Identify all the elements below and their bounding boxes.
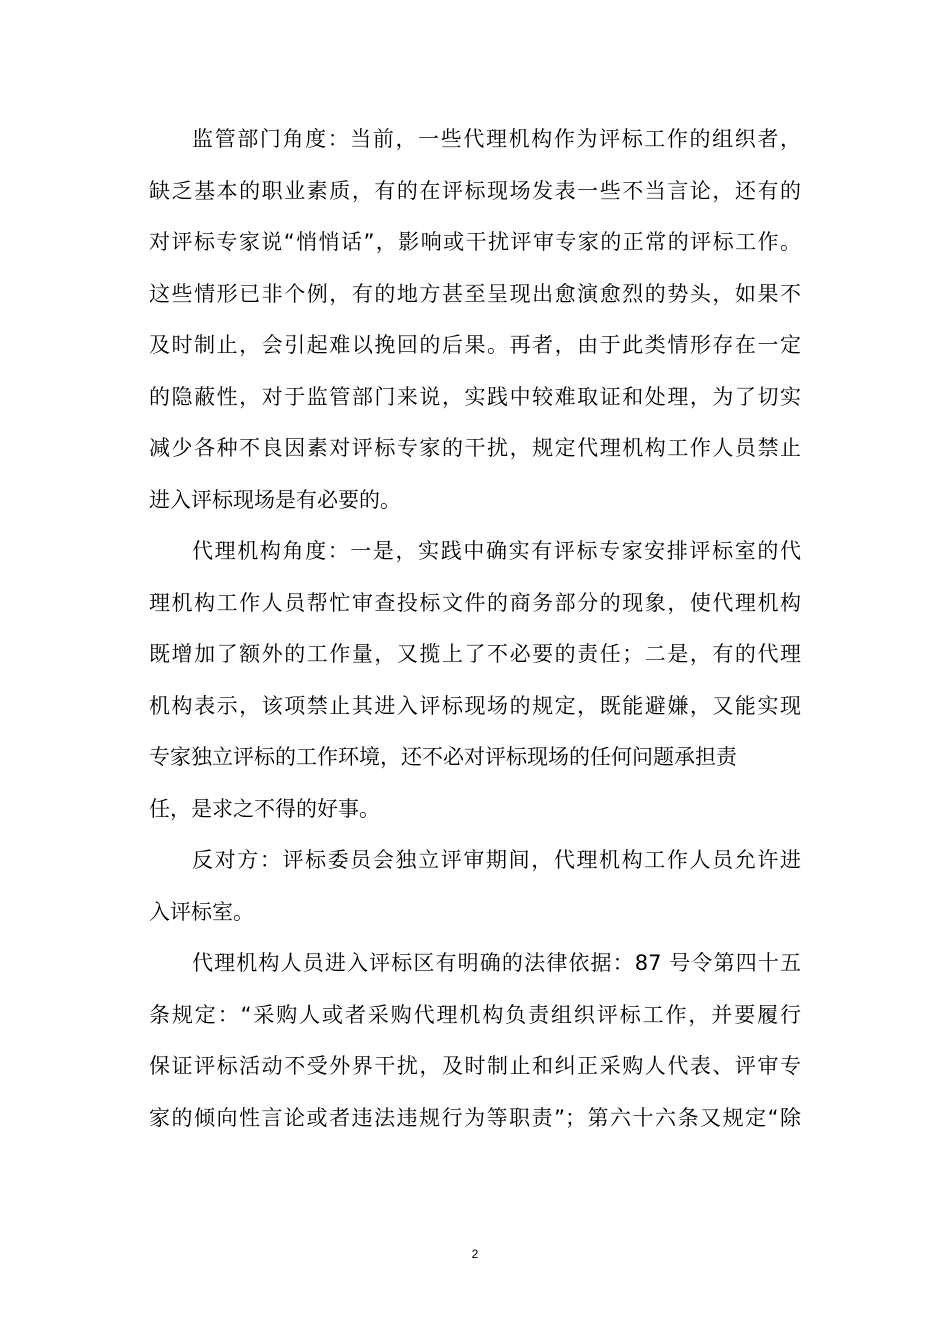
text-line: 反对方：评标委员会独立评审期间，代理机构工作人员允许进 — [192, 848, 801, 872]
page-number: 2 — [471, 1247, 479, 1261]
text-line: 入评标室。 — [149, 899, 254, 924]
paragraph-opposing-side — [149, 835, 801, 938]
paragraph-regulator-perspective — [149, 114, 801, 526]
text-line: 监管部门角度：当前，一些代理机构作为评标工作的组织者， — [192, 127, 801, 151]
text-line: 专家独立评标的工作环境，还不必对评标现场的任何问题承担责 — [149, 745, 737, 769]
text-line: 任，是求之不得的好事。 — [149, 796, 380, 821]
text-line: 缺乏基本的职业素质，有的在评标现场发表一些不当言论，还有的 — [149, 178, 801, 203]
text-line: 条规定：“采购人或者采购代理机构负责组织评标工作，并要履行 — [149, 1002, 801, 1027]
text-line: 对评标专家说“悄悄话”，影响或干扰评审专家的正常的评标工作。 — [149, 230, 801, 254]
text-line: 的隐蔽性，对于监管部门来说，实践中较难取证和处理，为了切实 — [149, 384, 801, 409]
text-line: 理机构工作人员帮忙审查投标文件的商务部分的现象，使代理机构 — [149, 590, 801, 615]
text-line: 家的倾向性言论或者违法违规行为等职责”；第六十六条又规定“除 — [149, 1105, 801, 1130]
text-line: 代理机构角度：一是，实践中确实有评标专家安排评标室的代 — [192, 539, 801, 563]
text-line: 保证评标活动不受外界干扰，及时制止和纠正采购人代表、评审专 — [149, 1054, 801, 1078]
text-line: 这些情形已非个例，有的地方甚至呈现出愈演愈烈的势头，如果不 — [149, 281, 801, 306]
text-line: 及时制止，会引起难以挽回的后果。再者，由于此类情形存在一定 — [149, 333, 801, 357]
text-line: 代理机构人员进入评标区有明确的法律依据：87 号令第四十五 — [192, 951, 801, 975]
text-line: 既增加了额外的工作量，又揽上了不必要的责任；二是，有的代理 — [149, 642, 801, 666]
body-text — [149, 114, 801, 1144]
paragraph-agency-perspective — [149, 526, 801, 835]
text-line: 机构表示，该项禁止其进入评标现场的规定，既能避嫌，又能实现 — [149, 693, 801, 718]
text-line: 减少各种不良因素对评标专家的干扰，规定代理机构工作人员禁止 — [149, 436, 801, 460]
paragraph-legal-basis — [149, 938, 801, 1144]
text-line: 进入评标现场是有必要的。 — [149, 487, 401, 512]
